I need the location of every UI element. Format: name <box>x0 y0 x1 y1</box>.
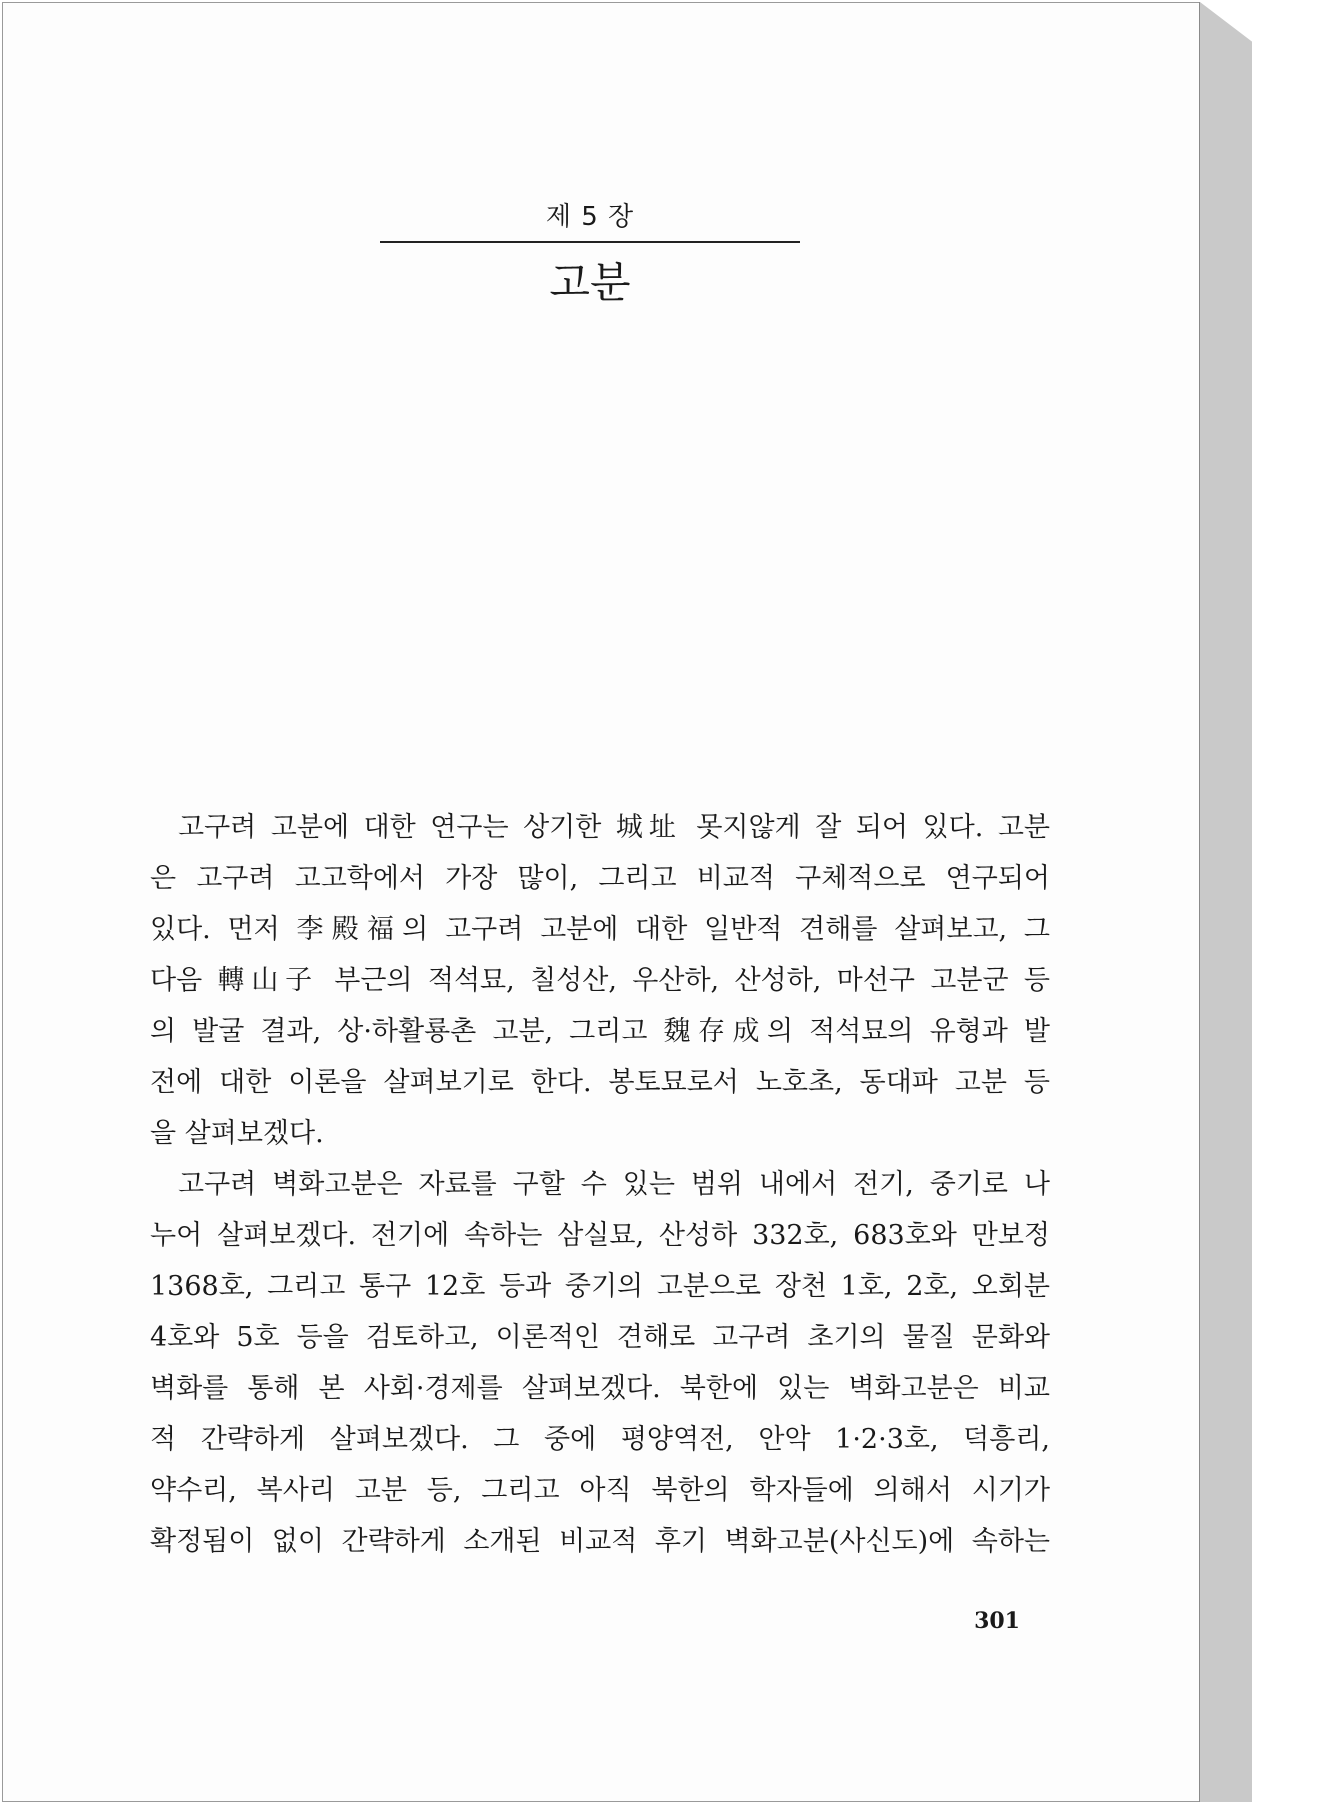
text-line: 적 간략하게 살펴보겠다. 그 중에 평양역전, 안악 1·2·3호, 덕흥리, <box>150 1424 1050 1455</box>
page-number: 301 <box>974 1608 1020 1634</box>
text-line: 있다. 먼저 李殿福의 고구려 고분에 대한 일반적 견해를 살펴보고, 그 <box>150 914 1050 945</box>
text-line: 의 발굴 결과, 상·하활룡촌 고분, 그리고 魏存成의 적석묘의 유형과 발 <box>150 1016 1050 1047</box>
text-line: 1368호, 그리고 통구 12호 등과 중기의 고분으로 장천 1호, 2호, 오회분 <box>150 1271 1050 1302</box>
text-line: 확정됨이 없이 간략하게 소개된 비교적 후기 벽화고분(사신도)에 속하는 <box>150 1526 1050 1557</box>
paragraph-2 <box>150 1159 1050 1567</box>
paragraph-1 <box>150 802 1050 1159</box>
text-line: 다음 轉山子 부근의 적석묘, 칠성산, 우산하, 산성하, 마선구 고분군 등 <box>150 965 1050 996</box>
text-line: 고구려 고분에 대한 연구는 상기한 城址 못지않게 잘 되어 있다. 고분 <box>178 812 1050 843</box>
chapter-title: 고분 <box>549 258 631 307</box>
text-line: 누어 살펴보겠다. 전기에 속하는 삼실묘, 산성하 332호, 683호와 만보정 <box>150 1220 1050 1251</box>
text-line: 약수리, 복사리 고분 등, 그리고 아직 북한의 학자들에 의해서 시기가 <box>150 1475 1050 1506</box>
text-line: 벽화를 통해 본 사회·경제를 살펴보겠다. 북한에 있는 벽화고분은 비교 <box>150 1373 1050 1404</box>
text-line: 을 살펴보겠다. <box>150 1118 324 1149</box>
body-text <box>150 802 1050 1567</box>
text-line: 4호와 5호 등을 검토하고, 이론적인 견해로 고구려 초기의 물질 문화와 <box>150 1322 1050 1353</box>
text-line: 은 고구려 고고학에서 가장 많이, 그리고 비교적 구체적으로 연구되어 <box>150 863 1050 894</box>
chapter-label: 제 5 장 <box>545 202 635 232</box>
page-edge-divider <box>1199 2 1200 1802</box>
text-line: 전에 대한 이론을 살펴보기로 한다. 봉토묘로서 노호초, 동대파 고분 등 <box>150 1067 1050 1098</box>
text-line: 고구려 벽화고분은 자료를 구할 수 있는 범위 내에서 전기, 중기로 나 <box>178 1169 1050 1200</box>
chapter-rule <box>380 241 800 243</box>
page-edge <box>1200 2 1252 1802</box>
